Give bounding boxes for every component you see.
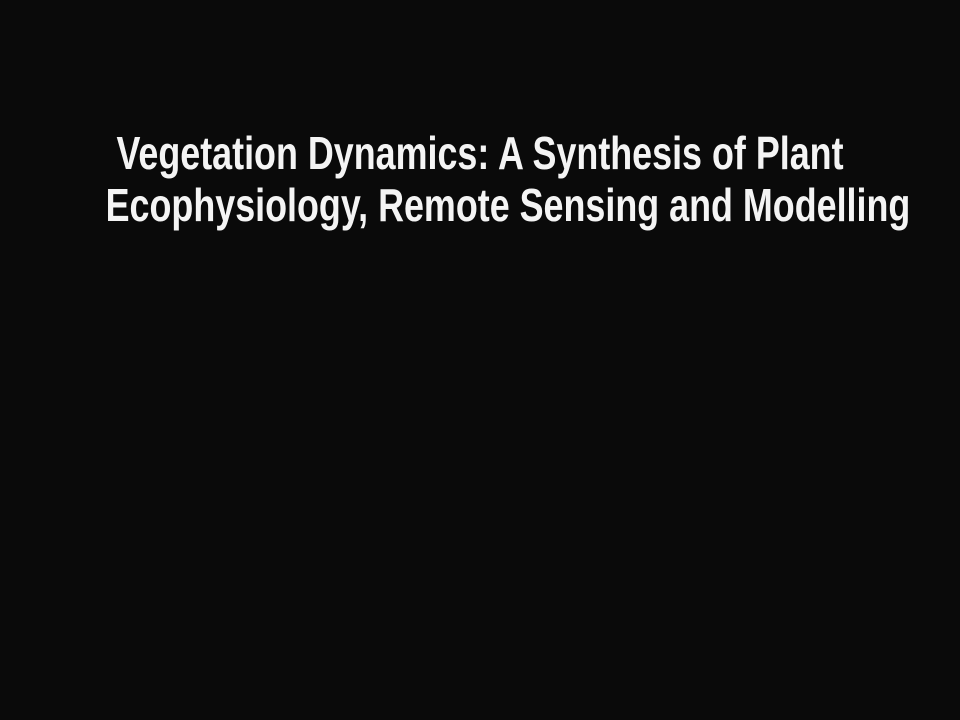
title-line-1: Vegetation Dynamics: A Synthesis of Plant: [116, 127, 844, 179]
title-line-2: Ecophysiology, Remote Sensing and Modelling: [105, 179, 911, 231]
page-title: [105, 127, 911, 231]
